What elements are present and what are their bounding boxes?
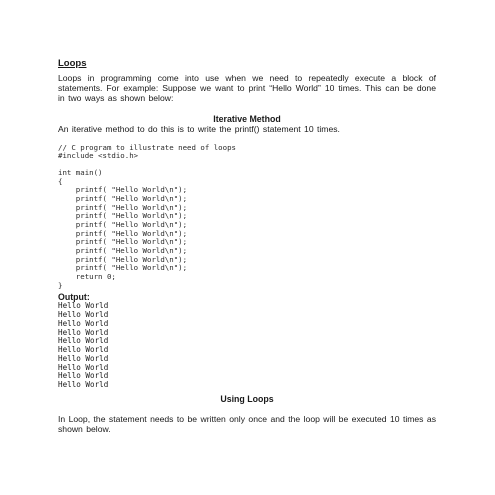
code-line: { — [58, 176, 63, 186]
output-line: Hello World — [58, 371, 109, 381]
code-line: } — [58, 280, 63, 290]
code-line: int main() — [58, 168, 103, 178]
output-line: Hello World — [58, 310, 109, 320]
output-line: Hello World — [58, 301, 109, 311]
code-line: printf( "Hello World\n"); — [58, 246, 188, 256]
output-line: Hello World — [58, 345, 109, 355]
output-label: Output: — [58, 292, 90, 303]
code-line: printf( "Hello World\n"); — [58, 211, 188, 221]
output-line: Hello World — [58, 353, 109, 363]
code-line: #include <stdio.h> — [58, 151, 139, 161]
code-line: printf( "Hello World\n"); — [58, 220, 188, 230]
document-page — [58, 58, 436, 434]
code-body-block — [58, 169, 436, 290]
iterative-paragraph: An iterative method to do this is to write the printf() statement 10 times. — [58, 123, 340, 134]
using-loops-heading: Using Loops — [220, 393, 274, 404]
code-line: return 0; — [58, 272, 116, 281]
output-block — [58, 302, 436, 390]
output-line: Hello World — [58, 362, 109, 372]
code-line: printf( "Hello World\n"); — [58, 228, 188, 238]
code-line: printf( "Hello World\n"); — [58, 254, 188, 264]
intro-paragraph: Loops in programming come into use when we need to repeatedly execute a block of statements. For example: Suppose we want to print “Hello World” 10 times. This can be done in two ways as shown below: — [58, 73, 436, 104]
using-loops-paragraph: In Loop, the statement needs to be written only once and the loop will be executed 10 times as shown below. — [58, 413, 436, 435]
code-line: printf( "Hello World\n"); — [58, 185, 188, 195]
output-line: Hello World — [58, 318, 109, 328]
code-line: // C program to illustrate need of loops — [58, 142, 236, 152]
code-line: printf( "Hello World\n"); — [58, 263, 188, 273]
output-line: Hello World — [58, 327, 109, 337]
code-line: printf( "Hello World\n"); — [58, 194, 188, 204]
code-line: printf( "Hello World\n"); — [58, 237, 188, 247]
output-line: Hello World — [58, 380, 109, 390]
loops-heading: Loops — [58, 58, 87, 69]
output-line: Hello World — [58, 336, 109, 346]
iterative-method-heading: Iterative Method — [213, 113, 281, 124]
code-header-block — [58, 144, 436, 161]
code-line: printf( "Hello World\n"); — [58, 202, 188, 212]
